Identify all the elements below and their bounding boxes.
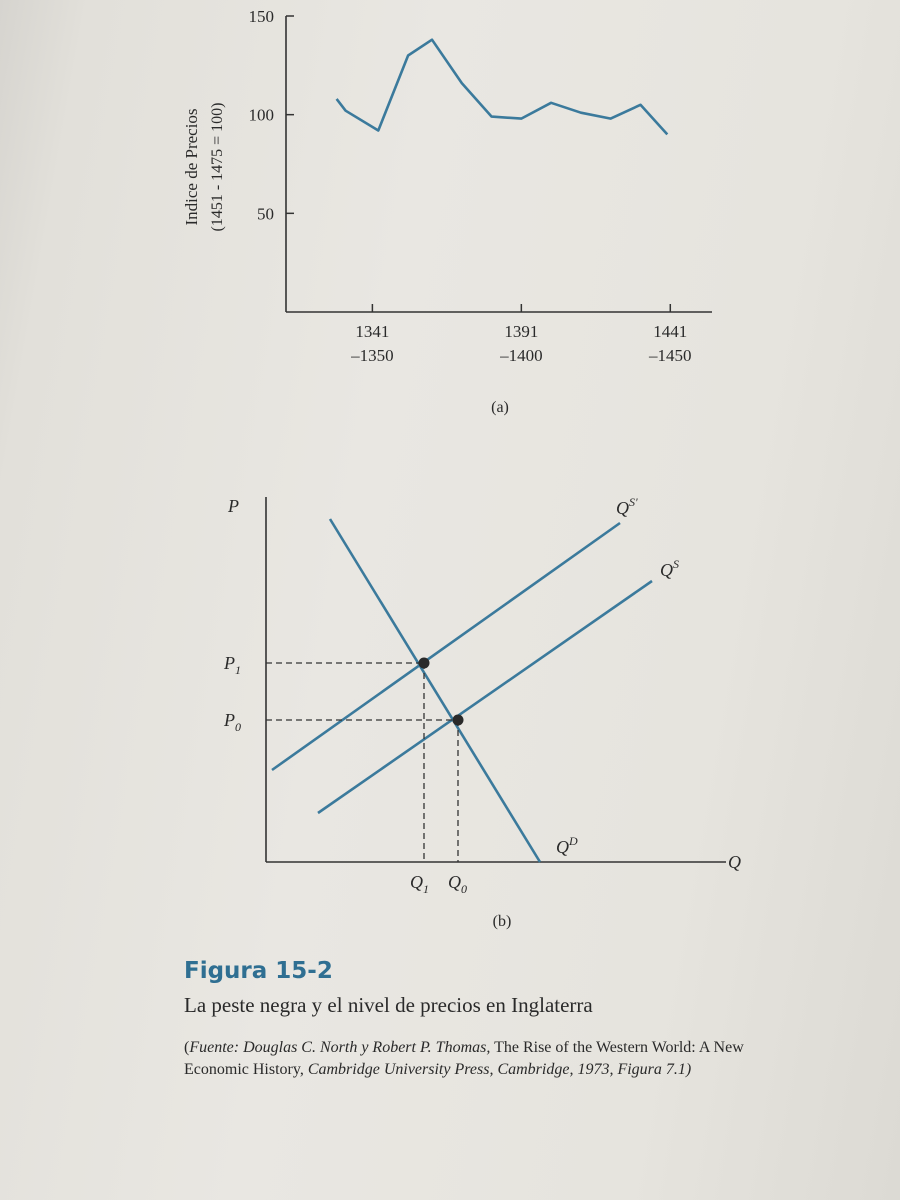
x-tick-label: –1400 [500,346,543,365]
figure-caption [184,958,744,1081]
quantity-axis-label: Q [728,852,741,872]
demand-label: $Q^D$ [556,834,578,857]
price-index-chart [182,7,712,416]
figure-title: La peste negra y el nivel de precios en Inglaterra [184,993,593,1017]
y-axis-title: Indice de Precios [182,108,201,226]
x-tick-label: 1341 [355,322,390,341]
p0-label: $P_0$ [224,710,241,734]
supply-shifted-label: $Q^{S'}$ [616,495,638,518]
y-tick-label: 50 [257,204,274,224]
price-axis-label: P [228,496,239,516]
y-tick-label: 100 [248,105,274,125]
p1-label: $P_1$ [224,653,241,677]
x-tick-label: 1391 [504,322,539,341]
x-tick-label: –1350 [351,346,394,365]
y-axis-subtitle: (1451 - 1475 = 100) [209,102,226,232]
panel-label-a: (a) [491,399,509,416]
supply-curve-original [318,581,652,813]
figure-number: Figura 15-2 [184,958,333,984]
price-index-line [337,40,668,135]
supply-original-label: $Q^S$ [660,557,679,580]
panel-label-b: (b) [492,913,512,930]
supply-demand-diagram [223,495,741,930]
demand-curve [330,519,540,862]
x-tick-label: 1441 [653,322,688,341]
initial-equilibrium-point [453,715,464,726]
new-equilibrium-point [419,658,430,669]
q0-label: $Q_0$ [448,872,467,896]
y-tick-label: 150 [248,7,274,26]
figure-source: (Fuente: Douglas C. North y Robert P. Thomas, The Rise of the Western World: A New Economic History, Cambridge University Press, Cambridge, 1973, Figura 7.1) [184,1039,744,1078]
supply-curve-shifted [272,523,620,770]
x-tick-label: –1450 [649,346,692,365]
q1-label: $Q_1$ [410,872,429,896]
